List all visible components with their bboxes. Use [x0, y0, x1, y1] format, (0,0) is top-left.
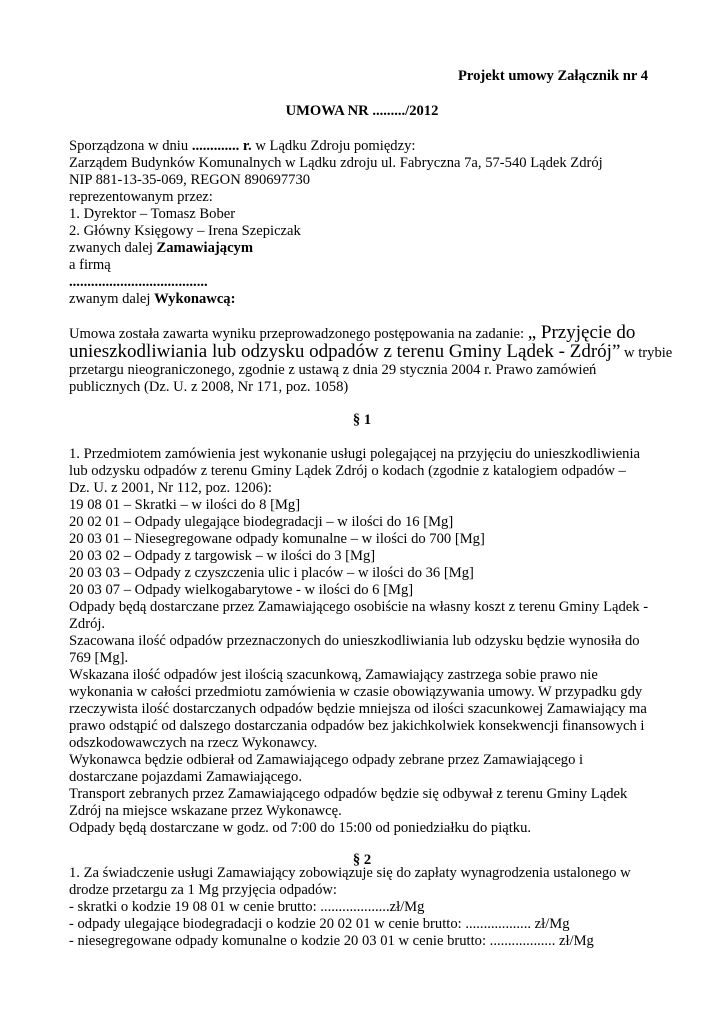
agreement-text: Umowa została zawarta wyniku przeprowadzonego postępowania na zadanie: [69, 326, 528, 342]
intro-line-4: reprezentowanym przez: [69, 189, 213, 205]
date-placeholder: ............. r. [191, 138, 252, 154]
section-1-line: Odpady będą dostarczane przez Zamawiającego osobiście na własny koszt z terenu Gminy Lądek - [69, 599, 649, 615]
intro-line-7 [69, 240, 253, 257]
section-1-line: dostarczane pojazdami Zamawiającego. [69, 769, 302, 785]
price-item: - skratki o kodzie 19 08 01 w cenie brutto: ...................zł/Mg [69, 899, 425, 915]
section-1-line: Szacowana ilość odpadów przeznaczonych do unieszkodliwiania lub odzysku będzie wynosiła do [69, 633, 640, 649]
section-1-line: Zdrój. [69, 616, 106, 632]
section-1-line: rzeczywista ilość dostarczanych odpadów będzie mniejsza od ilości szacunkowej Zamawiający ma [69, 701, 647, 717]
price-item: - niesegregowane odpady komunalne o kodzie 20 03 01 w cenie brutto: .................. zł/Mg [69, 933, 594, 949]
section-1-line: odszkodowawczych na rzecz Wykonawcy. [69, 735, 318, 751]
section-1-line: prawo odstąpić od dalszego dostarczania odpadów bez jakichkolwiek konsekwencji finansowych i [69, 718, 645, 734]
intro-text: Sporządzona w dniu [69, 138, 192, 154]
section-1-heading: § 1 [352, 412, 372, 428]
section-2-line: 1. Za świadczenie usługi Zamawiający zobowiązuje się do zapłaty wynagrodzenia ustalonego w [69, 865, 631, 881]
section-1-line: Dz. U. z 2001, Nr 112, poz. 1206): [69, 480, 272, 496]
waste-code-item: 20 03 02 – Odpady z targowisk – w ilości do 3 [Mg] [69, 548, 376, 564]
intro-text: zwanym dalej [69, 291, 155, 307]
agreement-text: w trybie [620, 345, 673, 361]
intro-text: zwanych dalej [69, 240, 157, 256]
intro-line-2: Zarządem Budynków Komunalnych w Lądku zdroju ul. Fabryczna 7a, 57-540 Lądek Zdrój [69, 155, 603, 171]
agreement-line-3: przetargu nieograniczonego, zgodnie z ustawą z dnia 29 stycznia 2004 r. Prawo zamówień [69, 362, 597, 378]
intro-line-3: NIP 881-13-35-069, REGON 890697730 [69, 172, 311, 188]
intro-line-5: 1. Dyrektor – Tomasz Bober [69, 206, 236, 222]
section-1-line: Wykonawca będzie odbierał od Zamawiającego odpady zebrane przez Zamawiającego i [69, 752, 584, 768]
section-1-line: Zdrój na miejsce wskazane przez Wykonawcę. [69, 803, 342, 819]
contractor-placeholder: ...................................... [69, 274, 208, 290]
price-item: - odpady ulegające biodegradacji o kodzie 20 02 01 w cenie brutto: .................. zł/Mg [69, 916, 570, 932]
intro-line-1 [69, 138, 415, 155]
section-1-line: wykonania w całości przedmiotu zamówienia w czasie obowiązywania umowy. W przypadku gdy [69, 684, 643, 700]
waste-code-item: 20 02 01 – Odpady ulegające biodegradacji – w ilości do 16 [Mg] [69, 514, 454, 530]
section-1-line: 1. Przedmiotem zamówienia jest wykonanie usługi polegającej na przyjęciu do unieszkodliwienia [69, 446, 641, 462]
agreement-line-4: publicznych (Dz. U. z 2008, Nr 171, poz. 1058) [69, 379, 349, 395]
waste-code-item: 20 03 07 – Odpady wielkogabarytowe - w ilości do 6 [Mg] [69, 582, 414, 598]
party-name: Wykonawcą: [154, 291, 236, 307]
attachment-label: Projekt umowy Załącznik nr 4 [458, 68, 648, 84]
section-1-line: lub odzysku odpadów z terenu Gminy Lądek Zdrój o kodach (zgodnie z katalogiem odpadów – [69, 463, 626, 479]
intro-line-10 [69, 291, 235, 308]
section-2-line: drodze przetargu za 1 Mg przyjęcia odpadów: [69, 882, 337, 898]
task-name: unieszkodliwiania lub odzysku odpadów z terenu Gminy Lądek - Zdrój” [69, 341, 621, 362]
intro-line-6: 2. Główny Księgowy – Irena Szepiczak [69, 223, 301, 239]
waste-code-item: 20 03 01 – Niesegregowane odpady komunalne – w ilości do 700 [Mg] [69, 531, 485, 547]
section-1-line: Odpady będą dostarczane w godz. od 7:00 do 15:00 od poniedziałku do piątku. [69, 820, 532, 836]
section-1-line: Wskazana ilość odpadów jest ilością szacunkową, Zamawiający zastrzega sobie prawo nie [69, 667, 598, 683]
waste-code-item: 20 03 03 – Odpady z czyszczenia ulic i placów – w ilości do 36 [Mg] [69, 565, 474, 581]
party-name: Zamawiającym [156, 240, 253, 256]
intro-line-8: a firmą [69, 257, 111, 273]
contract-title: UMOWA NR ........./2012 [285, 103, 439, 119]
intro-text: w Lądku Zdroju pomiędzy: [251, 138, 416, 154]
waste-code-item: 19 08 01 – Skratki – w ilości do 8 [Mg] [69, 497, 301, 513]
task-name: „ Przyjęcie do [527, 322, 636, 343]
section-2-heading: § 2 [352, 852, 372, 868]
section-1-line: 769 [Mg]. [69, 650, 129, 666]
section-1-line: Transport zebranych przez Zamawiającego odpadów będzie się odbywał z terenu Gminy Lądek [69, 786, 628, 802]
agreement-line-2 [69, 343, 672, 362]
